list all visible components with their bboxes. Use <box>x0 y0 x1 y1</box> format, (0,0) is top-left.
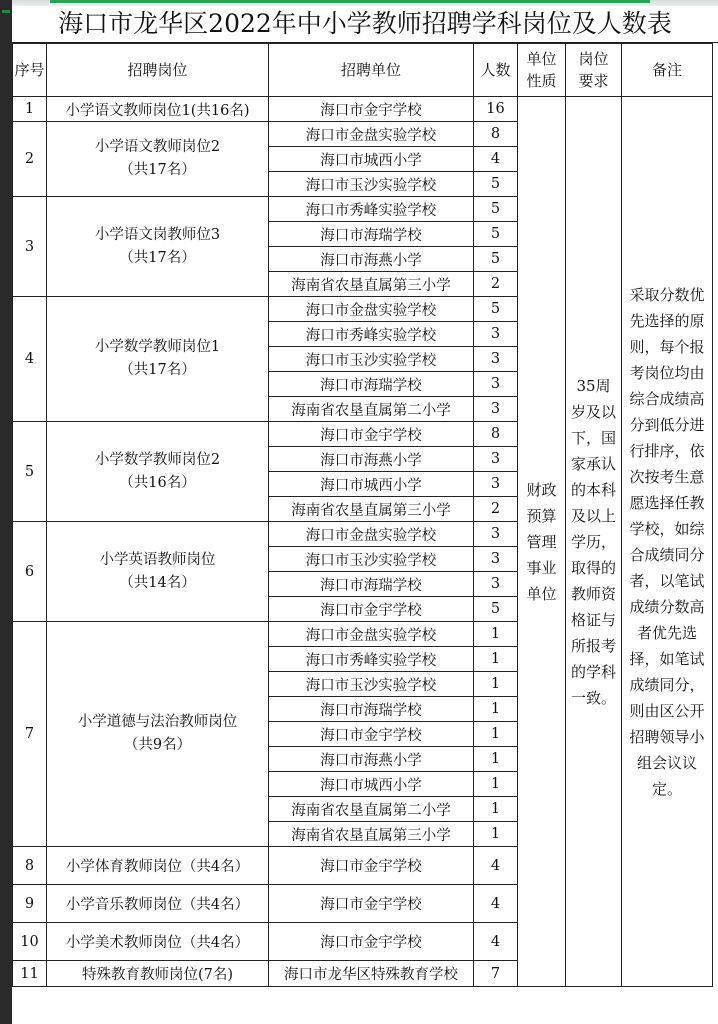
position-line2: （共17名） <box>119 162 196 178</box>
unit-cell: 海口市金宇学校 <box>269 97 474 122</box>
table-row <box>13 97 713 122</box>
edge-marker <box>2 10 10 13</box>
unit-cell: 海口市金宇学校 <box>269 923 474 961</box>
count-cell: 4 <box>474 885 518 923</box>
unit-cell: 海口市海瑞学校 <box>269 572 474 597</box>
scroll-indicator <box>50 0 650 3</box>
unit-cell: 海南省农垦直属第三小学 <box>269 272 474 297</box>
unit-cell: 海南省农垦直属第二小学 <box>269 397 474 422</box>
count-cell: 3 <box>474 397 518 422</box>
position-line2: （共9名） <box>123 737 192 753</box>
unit-cell: 海口市城西小学 <box>269 147 474 172</box>
count-cell: 8 <box>474 122 518 147</box>
count-cell: 1 <box>474 772 518 797</box>
count-cell: 5 <box>474 297 518 322</box>
seq-cell: 4 <box>13 297 47 422</box>
count-cell: 3 <box>474 547 518 572</box>
unit-cell: 海口市海瑞学校 <box>269 697 474 722</box>
position-line1: 小学语文教师岗位2 <box>94 139 221 155</box>
position-line1: 小学英语教师岗位 <box>99 551 216 568</box>
header-unit: 招聘单位 <box>269 44 474 97</box>
unit-cell: 海口市金宇学校 <box>269 722 474 747</box>
count-cell: 1 <box>474 797 518 822</box>
header-note: 备注 <box>622 44 713 97</box>
header-unit-nature-line2: 性质 <box>526 72 557 90</box>
count-cell: 1 <box>474 722 518 747</box>
unit-cell: 海口市海燕小学 <box>269 447 474 472</box>
header-requirement-line1: 岗位 <box>578 50 609 68</box>
unit-cell: 海口市玉沙实验学校 <box>269 547 474 572</box>
position-line1: 小学数学教师岗位2 <box>94 451 221 468</box>
window-left-edge <box>0 0 12 1024</box>
requirement-cell: 35周岁及以下，国家承认的本科及以上学历，取得的教师资格证与所报考的学科一致。 <box>566 97 622 987</box>
seq-cell: 10 <box>13 923 47 961</box>
unit-cell: 海口市金盘实验学校 <box>269 122 474 147</box>
count-cell: 1 <box>474 622 518 647</box>
position-cell <box>47 197 269 297</box>
header-count: 人数 <box>474 44 518 97</box>
seq-cell: 9 <box>13 885 47 923</box>
seq-cell: 8 <box>13 847 47 885</box>
unit-cell: 海口市金宇学校 <box>269 422 474 447</box>
position-cell: 特殊教育教师岗位(7名) <box>47 961 269 987</box>
position-line2: （共16名） <box>119 474 196 491</box>
header-unit-nature-line1: 单位 <box>526 50 557 68</box>
count-cell: 3 <box>474 447 518 472</box>
position-cell <box>47 522 269 622</box>
count-cell: 2 <box>474 272 518 297</box>
unit-cell: 海口市金宇学校 <box>269 847 474 885</box>
unit-cell: 海口市玉沙实验学校 <box>269 672 474 697</box>
position-cell <box>47 422 269 522</box>
unit-nature-cell: 财政预算管理事业单位 <box>518 97 566 987</box>
position-line2: （共14名） <box>119 574 196 591</box>
unit-cell: 海口市金宇学校 <box>269 885 474 923</box>
position-line1: 小学道德与法治教师岗位 <box>77 714 238 730</box>
position-line1: 小学数学教师岗位1 <box>94 339 221 355</box>
seq-cell: 5 <box>13 422 47 522</box>
note-cell: 采取分数优先选择的原则，每个报考岗位均由综合成绩高分到低分进行排序，依次按考生意愿选择任教学校，如综合成绩同分者，以笔试成绩分数高者优先选择，如笔试成绩同分，则由区公开招聘领导小组会议议定。 <box>622 97 713 987</box>
unit-cell: 海口市海燕小学 <box>269 747 474 772</box>
position-cell: 小学音乐教师岗位（共4名） <box>47 885 269 923</box>
count-cell: 16 <box>474 97 518 122</box>
count-cell: 3 <box>474 322 518 347</box>
count-cell: 7 <box>474 961 518 987</box>
unit-cell: 海口市城西小学 <box>269 472 474 497</box>
count-cell: 2 <box>474 497 518 522</box>
unit-cell: 海口市秀峰实验学校 <box>269 647 474 672</box>
position-line2: （共17名） <box>119 249 196 266</box>
unit-cell: 海口市秀峰实验学校 <box>269 322 474 347</box>
header-requirement-line2: 要求 <box>578 72 609 90</box>
seq-cell: 2 <box>13 122 47 197</box>
unit-cell: 海口市金盘实验学校 <box>269 622 474 647</box>
table-body <box>13 97 713 987</box>
table-header-row <box>13 44 713 97</box>
count-cell: 3 <box>474 522 518 547</box>
unit-cell: 海口市金宇学校 <box>269 597 474 622</box>
unit-cell: 海口市海燕小学 <box>269 247 474 272</box>
count-cell: 1 <box>474 697 518 722</box>
recruitment-table <box>12 43 713 987</box>
seq-cell: 3 <box>13 197 47 297</box>
unit-cell: 海南省农垦直属第三小学 <box>269 497 474 522</box>
position-cell: 小学美术教师岗位（共4名） <box>47 923 269 961</box>
unit-cell: 海口市秀峰实验学校 <box>269 197 474 222</box>
unit-cell: 海口市玉沙实验学校 <box>269 172 474 197</box>
count-cell: 5 <box>474 597 518 622</box>
header-seq: 序号 <box>13 44 47 97</box>
count-cell: 3 <box>474 347 518 372</box>
seq-cell: 7 <box>13 622 47 847</box>
seq-cell: 6 <box>13 522 47 622</box>
count-cell: 1 <box>474 647 518 672</box>
count-cell: 5 <box>474 247 518 272</box>
unit-cell: 海南省农垦直属第三小学 <box>269 822 474 847</box>
count-cell: 1 <box>474 747 518 772</box>
unit-cell: 海口市海瑞学校 <box>269 372 474 397</box>
page-title: 海口市龙华区2022年中小学教师招聘学科岗位及人数表 <box>12 6 718 43</box>
count-cell: 1 <box>474 672 518 697</box>
position-line2: （共17名） <box>119 362 196 378</box>
count-cell: 3 <box>474 472 518 497</box>
unit-cell: 海口市城西小学 <box>269 772 474 797</box>
seq-cell: 1 <box>13 97 47 122</box>
count-cell: 8 <box>474 422 518 447</box>
count-cell: 1 <box>474 822 518 847</box>
count-cell: 5 <box>474 222 518 247</box>
document-sheet <box>12 6 718 987</box>
unit-cell: 海南省农垦直属第二小学 <box>269 797 474 822</box>
position-cell: 小学体育教师岗位（共4名） <box>47 847 269 885</box>
position-cell <box>47 122 269 197</box>
count-cell: 4 <box>474 923 518 961</box>
position-cell: 小学语文教师岗位1(共16名) <box>47 97 269 122</box>
header-requirement <box>566 44 622 97</box>
unit-cell: 海口市龙华区特殊教育学校 <box>269 961 474 987</box>
position-line1: 小学语文岗教师位3 <box>94 226 221 243</box>
count-cell: 4 <box>474 847 518 885</box>
count-cell: 3 <box>474 372 518 397</box>
position-cell <box>47 622 269 847</box>
count-cell: 5 <box>474 197 518 222</box>
count-cell: 5 <box>474 172 518 197</box>
count-cell: 4 <box>474 147 518 172</box>
unit-cell: 海口市金盘实验学校 <box>269 522 474 547</box>
header-position: 招聘岗位 <box>47 44 269 97</box>
unit-cell: 海口市玉沙实验学校 <box>269 347 474 372</box>
unit-cell: 海口市海瑞学校 <box>269 222 474 247</box>
unit-cell: 海口市金盘实验学校 <box>269 297 474 322</box>
seq-cell: 11 <box>13 961 47 987</box>
header-unit-nature <box>518 44 566 97</box>
count-cell: 3 <box>474 572 518 597</box>
position-cell <box>47 297 269 422</box>
